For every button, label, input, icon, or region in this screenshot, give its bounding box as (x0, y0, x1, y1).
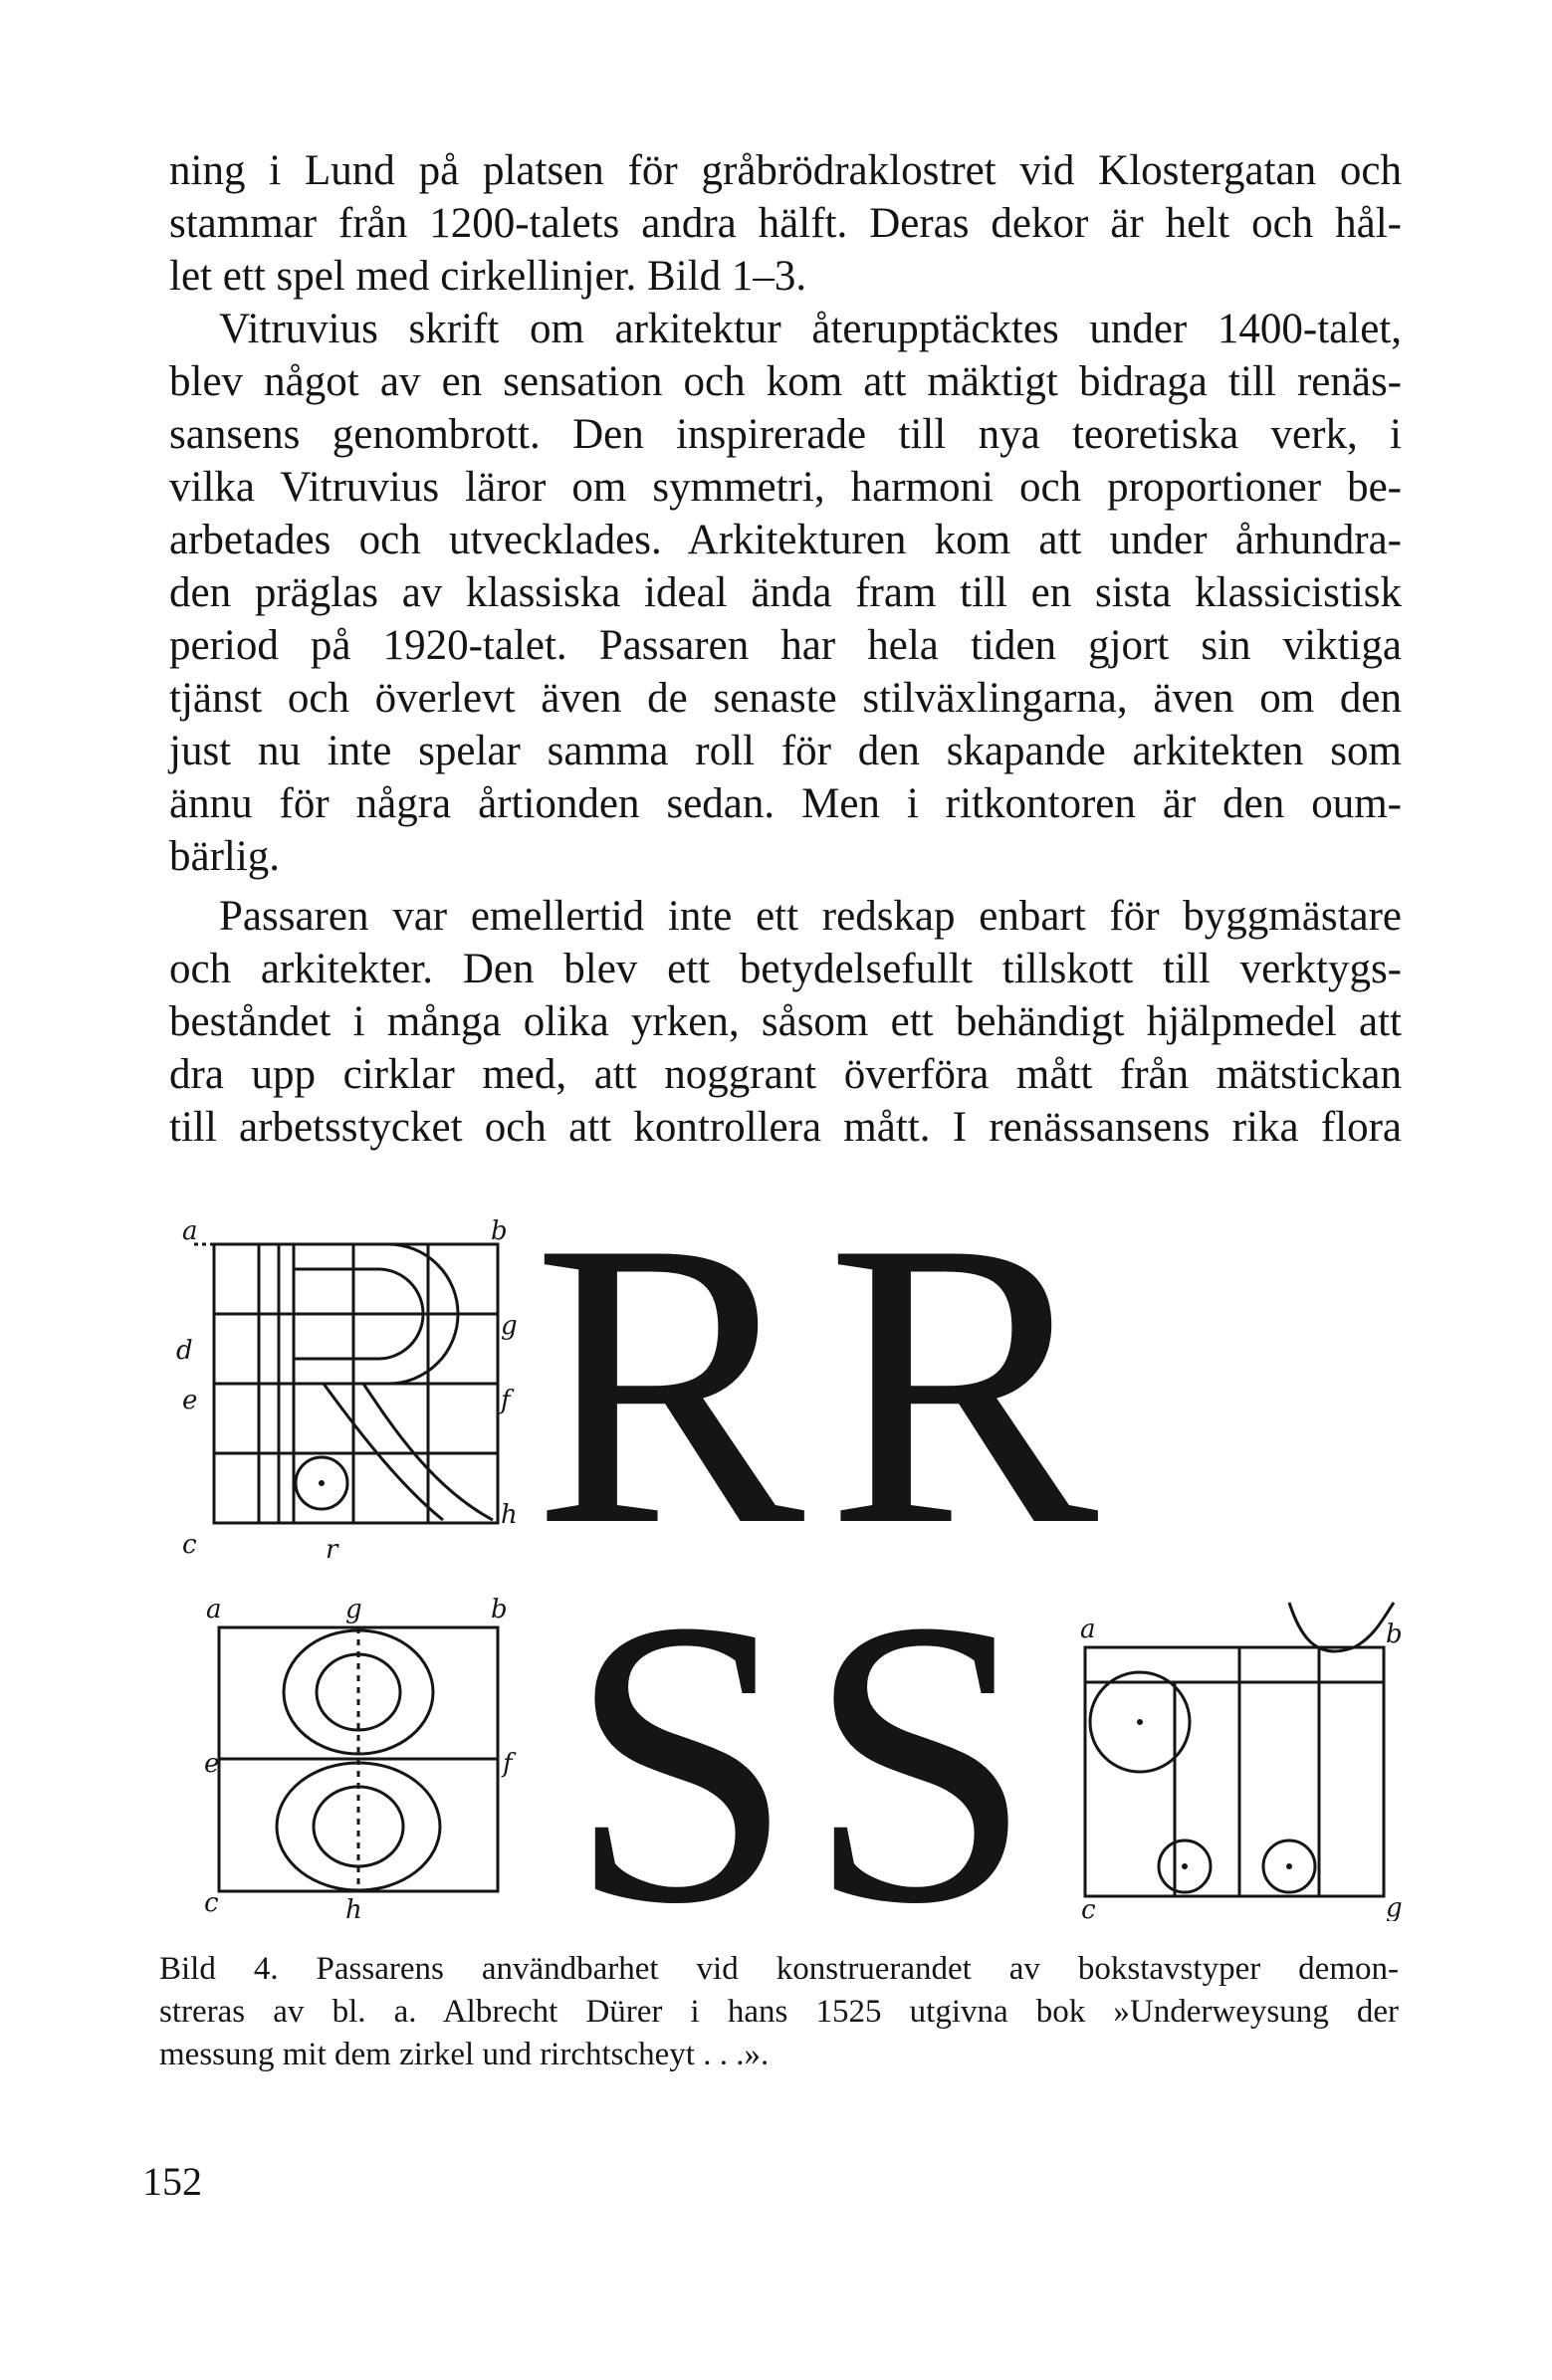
t-construction-diagram (1065, 1588, 1404, 1921)
text-line: vilka Vitruvius läror om symmetri, harmoni och proportioner be- (169, 464, 1402, 511)
text-line: beståndet i många olika yrken, såsom ett behändigt hjälpmedel att (169, 998, 1402, 1045)
letter-s-1: S (567, 1536, 795, 1988)
text-line: blev något av en sensation och kom att mäktigt bidraga till renäs- (169, 358, 1402, 405)
svg-text:a: a (182, 1216, 198, 1246)
s-construction-diagram (204, 1588, 523, 1921)
caption-line: Bild 4. Passarens användbarhet vid konstruerandet av bokstavstyper demon- (159, 1951, 1399, 1987)
svg-text:c: c (204, 1888, 219, 1918)
text-line: och arkitekter. Den blev ett betydelsefullt tillskott till verktygs- (169, 946, 1402, 992)
svg-text:e: e (204, 1749, 220, 1779)
page-number: 152 (142, 2159, 202, 2204)
letter-r-2: R (826, 1158, 1099, 1610)
svg-text:b: b (491, 1216, 508, 1246)
text-line: period på 1920-talet. Passaren har hela tiden gjort sin viktiga (169, 622, 1402, 669)
svg-text:c: c (1081, 1895, 1096, 1921)
text-line: Passaren var emellertid inte ett redskap enbart för byggmästare (219, 893, 1402, 940)
text-line: den präglas av klassiska ideal ända fram till en sista klassicistisk (169, 569, 1402, 616)
text-line: sansens genombrott. Den inspirerade till nya teoretiska verk, i (169, 411, 1402, 458)
svg-text:r: r (326, 1535, 338, 1565)
svg-text:b: b (491, 1595, 508, 1624)
text-line: arbetades och utvecklades. Arkitekturen kom att under århundra- (169, 517, 1402, 563)
text-line: Vitruvius skrift om arkitektur återupptäcktes under 1400-talet, (219, 306, 1402, 352)
r-construction-diagram (174, 1209, 523, 1568)
svg-text:f: f (503, 1749, 513, 1779)
text-line: let ett spel med cirkellinjer. Bild 1–3. (169, 253, 807, 300)
letter-r-1: R (533, 1158, 805, 1610)
svg-text:b: b (1386, 1620, 1403, 1649)
svg-text:g: g (1386, 1893, 1403, 1921)
svg-text:d: d (176, 1336, 193, 1366)
svg-text:g: g (345, 1595, 362, 1624)
text-line: just nu inte spelar samma roll för den skapande arkitekten som (169, 728, 1402, 774)
text-line: dra upp cirklar med, att noggrant överföra mått från mätstickan (169, 1051, 1402, 1098)
text-line: till arbetsstycket och att kontrollera mått. I renässansens rika flora (169, 1104, 1402, 1151)
text-line: tjänst och överlevt även de senaste stilväxlingarna, även om den (169, 675, 1402, 722)
text-line: bärlig. (169, 833, 281, 880)
svg-text:a: a (1080, 1615, 1096, 1644)
caption-line: streras av bl. a. Albrecht Dürer i hans 1525 utgivna bok »Underweysung der (159, 1994, 1399, 2030)
text-line: ning i Lund på platsen för gråbrödraklostret vid Klostergatan och (169, 147, 1402, 194)
svg-text:f: f (501, 1386, 511, 1415)
svg-text:c: c (182, 1530, 197, 1560)
svg-text:h: h (345, 1895, 362, 1921)
svg-text:h: h (501, 1500, 518, 1530)
text-line: ännu för några årtionden sedan. Men i ritkontoren är den oum- (169, 780, 1402, 827)
letter-s-2: S (806, 1536, 1034, 1988)
svg-text:e: e (182, 1386, 198, 1415)
caption-line: messung mit dem zirkel und rirchtscheyt . . .». (159, 2037, 770, 2072)
text-line: stammar från 1200-talets andra hälft. Deras dekor är helt och hål- (169, 200, 1402, 247)
svg-text:a: a (206, 1595, 222, 1624)
svg-text:g: g (501, 1311, 518, 1341)
